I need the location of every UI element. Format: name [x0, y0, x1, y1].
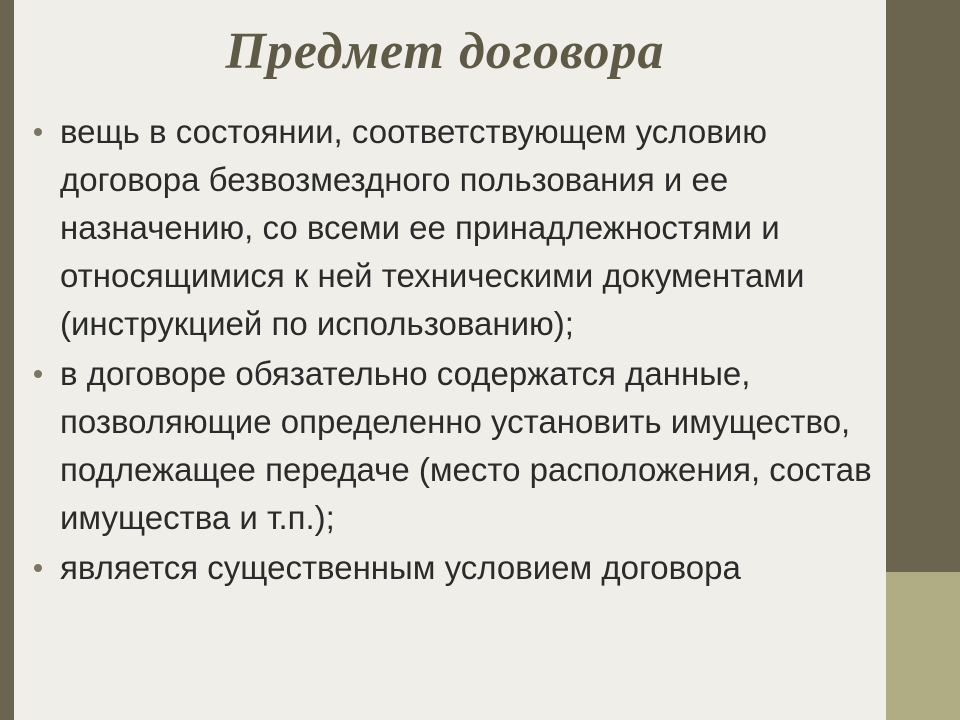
bullet-text: вещь в состоянии, соответствующем условию договора безвозмездного пользования и ее назначению, со всеми ее принадлежностями и относящимися к ней техническими документами (инструкцией по использованию);: [60, 113, 805, 342]
left-accent-strip: [0, 0, 14, 720]
right-decorative-band-lower: [886, 572, 960, 720]
bullet-dot-icon: [34, 564, 42, 572]
right-band-divider: [882, 0, 886, 720]
list-item: [14, 108, 876, 348]
bullet-dot-icon: [34, 128, 42, 136]
bullet-text: является существенным условием договора: [60, 549, 741, 586]
bullet-list: [14, 108, 876, 592]
bullet-text: в договоре обязательно содержатся данные, позволяющие определенно установить имущество, подлежащее передаче (место расположения, состав имущества и т.п.);: [60, 355, 872, 536]
slide-content: [14, 108, 876, 594]
bullet-dot-icon: [34, 370, 42, 378]
slide-title: Предмет договора: [225, 23, 665, 80]
list-item: [14, 350, 876, 542]
list-item: [14, 544, 876, 592]
